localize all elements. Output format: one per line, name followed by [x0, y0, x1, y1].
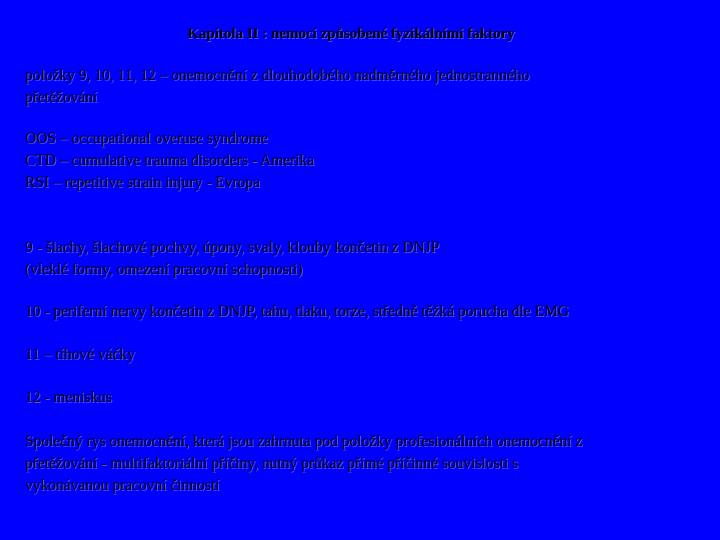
- item-10-line: 10 - periferní nervy končetin z DNJP, tahu, tlaku, torze, středně těžká porucha dle EMG: [25, 303, 570, 320]
- item-11-line: 11 – tíhové váčky: [25, 346, 136, 363]
- summary-line-3: vykonávanou pracovní činností: [25, 477, 220, 494]
- intro-paragraph: [25, 65, 695, 109]
- intro-line-2: přetěžování: [25, 89, 98, 106]
- item-9-line-1: 9 - šlachy, šlachové pochvy, úpony, svaly, klouby končetin z DNJP: [25, 239, 440, 256]
- item-12-line: 12 - meniskus: [25, 389, 112, 406]
- summary-line-2: přetěžování - multifaktoriální příčiny, nutný průkaz přímé příčinné souvislosti s: [25, 455, 519, 472]
- item-9-line-2: (vleklé formy, omezení pracovní schopnosti): [25, 261, 303, 278]
- abbreviation-oos: OOS – occupational overuse syndrome: [25, 130, 268, 147]
- item-10-paragraph: [25, 301, 695, 323]
- abbreviation-ctd: CTD – cumulative trauma disorders - Amerika: [25, 152, 315, 169]
- item-9-paragraph: [25, 237, 695, 281]
- abbreviations-list: [25, 128, 695, 194]
- summary-line-1: Společný rys onemocnění, která jsou zahrnuta pod položky profesionálních onemocnění z: [25, 433, 583, 450]
- intro-line-1: položky 9, 10, 11, 12 – onemocnění z dlouhodobého nadměrného jednostranného: [25, 67, 530, 84]
- item-12-paragraph: [25, 387, 695, 409]
- summary-paragraph: [25, 431, 695, 497]
- item-11-paragraph: [25, 344, 695, 366]
- slide-title: Kapitola II : nemoci způsobené fyzikálními faktory: [187, 26, 515, 42]
- abbreviation-rsi: RSI – repetitive strain injury - Evropa: [25, 174, 261, 191]
